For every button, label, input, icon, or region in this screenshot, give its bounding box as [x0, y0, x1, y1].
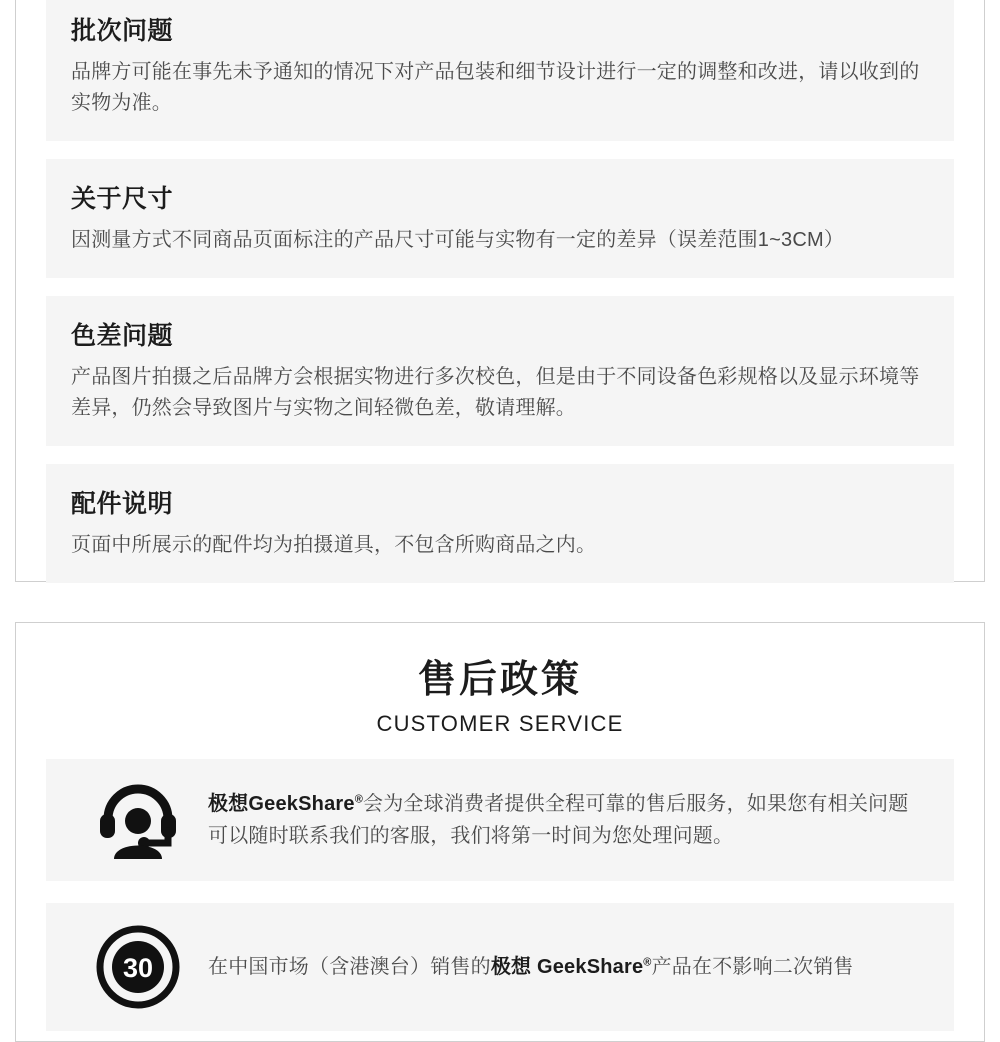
30-days-icon [68, 925, 208, 1009]
notice-block-color-title: 色差问题 [71, 322, 174, 350]
service-row-return-prefix: 在中国市场（含港澳台）销售的 [208, 955, 491, 978]
notice-block-size-title: 关于尺寸 [71, 185, 174, 213]
service-row-support [46, 759, 954, 881]
notice-block-accessory-title: 配件说明 [71, 490, 174, 518]
notice-block-batch [46, 0, 954, 141]
purchase-notice-card [15, 0, 985, 582]
customer-service-card [15, 622, 985, 1042]
customer-service-title-cn: 售后政策 [417, 659, 582, 701]
notice-block-size-text: 因测量方式不同商品页面标注的产品尺寸可能与实物有一定的差异（误差范围1~3CM） [71, 229, 845, 251]
notice-block-accessory [46, 464, 954, 583]
notice-block-color [46, 296, 954, 446]
brand-registered-mark-support: ® [354, 792, 364, 805]
service-row-support-text [208, 788, 924, 852]
notice-block-batch-text: 品牌方可能在事先未予通知的情况下对产品包装和细节设计进行一定的调整和改进，请以收到的实物为准。 [71, 61, 920, 114]
notice-block-color-text: 产品图片拍摄之后品牌方会根据实物进行多次校色，但是由于不同设备色彩规格以及显示环境等差异，仍然会导致图片与实物之间轻微色差，敬请理解。 [71, 366, 920, 419]
notice-block-size [46, 159, 954, 278]
notice-block-batch-title: 批次问题 [71, 17, 174, 45]
service-row-return-suffix: 产品在不影响二次销售 [651, 955, 854, 978]
notice-block-accessory-text: 页面中所展示的配件均为拍摄道具，不包含所购商品之内。 [71, 534, 597, 556]
brand-name-support: 极想GeekShare [208, 792, 355, 815]
service-row-support-body: 会为全球消费者提供全程可靠的售后服务，如果您有相关问题可以随时联系我们的客服，我们将第一时间为您处理问题。 [208, 792, 909, 847]
headset-agent-icon [68, 781, 208, 859]
customer-service-heading [46, 623, 954, 737]
30-days-icon-label: 30 [122, 952, 154, 983]
brand-name-return: 极想 GeekShare [490, 955, 644, 978]
service-row-return-text [208, 951, 924, 983]
customer-service-title-en: CUSTOMER SERVICE [376, 710, 624, 736]
brand-registered-mark-return: ® [643, 955, 652, 968]
service-row-return [46, 903, 954, 1031]
